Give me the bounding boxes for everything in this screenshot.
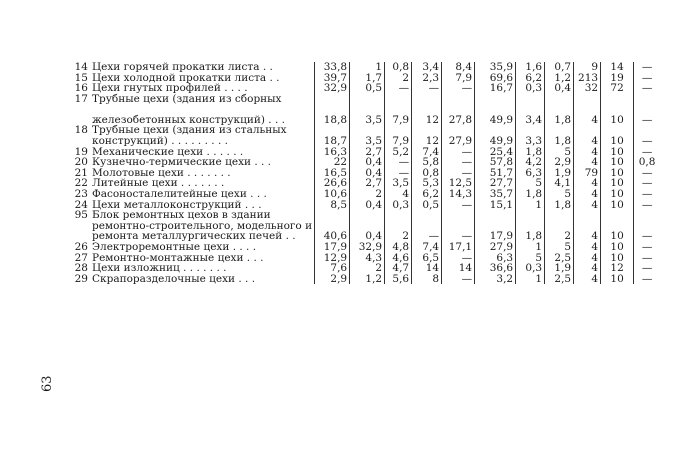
value-cell: 18,7	[315, 136, 350, 147]
shop-name: Цехи горячей прокатки листа . .	[90, 62, 315, 73]
value-cell: —	[385, 157, 412, 168]
value-cell: 1,8	[516, 231, 545, 242]
table-row	[62, 242, 660, 253]
value-cell: 5	[545, 242, 574, 253]
shop-name: ремонтно-строительного, модельного и	[90, 221, 315, 232]
value-cell: 0,3	[385, 200, 412, 211]
value-cell: 2	[545, 231, 574, 242]
value-cell: 4	[574, 136, 601, 147]
value-cell: —	[641, 113, 653, 126]
value-cell: 10	[601, 104, 634, 125]
value-cell: 10	[601, 200, 634, 211]
value-cell: 27,9	[475, 242, 516, 253]
row-number: 16	[74, 82, 88, 95]
value-cell: 17,9	[315, 242, 350, 253]
row-number: 95	[74, 209, 88, 222]
row-number: 14	[74, 61, 88, 73]
value-cell: 4	[574, 231, 601, 242]
value-cell	[516, 210, 545, 221]
value-cell: 16,7	[475, 83, 516, 94]
row-number	[62, 104, 90, 125]
value-cell: 7,9	[442, 73, 475, 84]
value-cell	[385, 210, 412, 221]
shop-name: Цехи металлоконструкций . . .	[90, 200, 315, 211]
value-cell: —	[641, 262, 653, 275]
table-row	[62, 136, 660, 147]
value-cell: —	[442, 274, 475, 285]
value-cell: 0,8	[638, 156, 656, 169]
value-cell	[475, 94, 516, 105]
value-cell: 25,4	[475, 147, 516, 158]
value-cell	[442, 210, 475, 221]
row-number: 24	[74, 198, 88, 211]
shop-name: ремонта металлургических печей . .	[90, 231, 315, 242]
value-cell: 2,5	[545, 253, 574, 264]
value-cell: 15,1	[475, 200, 516, 211]
value-cell: 4,2	[516, 157, 545, 168]
page-number: 63	[40, 375, 55, 392]
value-cell: 5,8	[412, 157, 442, 168]
row-number: 29	[74, 272, 88, 285]
value-cell: 36,6	[475, 263, 516, 274]
value-cell: 8,5	[315, 200, 350, 211]
value-cell: 3,4	[412, 62, 442, 73]
row-number: 28	[74, 262, 88, 275]
value-cell: 2,7	[350, 147, 385, 158]
value-cell: 51,7	[475, 168, 516, 179]
value-cell: 17,9	[475, 231, 516, 242]
value-cell: 9	[574, 62, 601, 73]
row-number: 19	[74, 145, 88, 158]
value-cell: 17,1	[442, 242, 475, 253]
shop-name: Молотовые цехи . . . . . . .	[90, 168, 315, 179]
value-cell: 3,3	[516, 136, 545, 147]
value-cell: 0,3	[516, 263, 545, 274]
shop-name: Фасоносталелитейные цехи . . .	[90, 189, 315, 200]
value-cell: 6,2	[412, 189, 442, 200]
value-cell: 0,8	[412, 168, 442, 179]
row-number: 17	[74, 92, 88, 105]
value-cell: 1,8	[516, 147, 545, 158]
value-cell: 10	[601, 242, 634, 253]
value-cell: —	[641, 61, 653, 73]
value-cell: 4	[574, 253, 601, 264]
value-cell: 14	[442, 263, 475, 274]
value-cell: —	[442, 200, 475, 211]
value-cell: 7,9	[385, 136, 412, 147]
shop-name: железобетонных конструкций) . . .	[90, 104, 315, 125]
value-cell: 32,9	[350, 242, 385, 253]
value-cell: 12	[412, 136, 442, 147]
value-cell: 0,4	[350, 231, 385, 242]
value-cell: 1,2	[545, 73, 574, 84]
value-cell: 0,5	[350, 83, 385, 94]
value-cell: 0,3	[516, 83, 545, 94]
value-cell: —	[641, 251, 653, 264]
value-cell: 35,9	[475, 62, 516, 73]
value-cell: 14	[601, 62, 634, 73]
value-cell: 2,3	[412, 73, 442, 84]
value-cell: 1	[516, 274, 545, 285]
value-cell: 2	[350, 189, 385, 200]
value-cell: 7,9	[385, 104, 412, 125]
value-cell: 22	[315, 157, 350, 168]
value-cell: 6,2	[516, 73, 545, 84]
value-cell: 10	[601, 136, 634, 147]
value-cell: —	[442, 231, 475, 242]
value-cell: —	[641, 187, 653, 200]
value-cell: 0,4	[350, 200, 385, 211]
value-cell: 5,3	[412, 178, 442, 189]
value-cell: 16,3	[315, 147, 350, 158]
value-cell: —	[641, 166, 653, 179]
value-cell: 4	[385, 189, 412, 200]
value-cell	[442, 94, 475, 105]
value-cell: 0,5	[412, 200, 442, 211]
value-cell: 35,7	[475, 189, 516, 200]
table-row	[62, 189, 660, 200]
value-cell: 3,4	[516, 104, 545, 125]
value-cell	[350, 210, 385, 221]
value-cell: 1,9	[545, 263, 574, 274]
value-cell: 2,5	[545, 274, 574, 285]
value-cell: 2	[350, 263, 385, 274]
shop-name: Механические цехи . . . . . .	[90, 147, 315, 158]
value-cell: 14,3	[442, 189, 475, 200]
value-cell	[634, 210, 661, 221]
value-cell: 3,2	[475, 274, 516, 285]
value-cell: 72	[601, 83, 634, 94]
value-cell: 10	[601, 168, 634, 179]
shop-name: конструкций) . . . . . . . . .	[90, 136, 315, 147]
data-table	[62, 62, 660, 284]
value-cell: —	[442, 147, 475, 158]
value-cell: 4,6	[385, 253, 412, 264]
row-number: 18	[74, 124, 88, 137]
value-cell: 2,7	[350, 178, 385, 189]
value-cell: —	[641, 71, 653, 84]
value-cell: 1	[350, 62, 385, 73]
value-cell: 7,4	[412, 147, 442, 158]
value-cell: —	[641, 145, 653, 158]
value-cell: 10	[601, 147, 634, 158]
value-cell: 4,8	[385, 242, 412, 253]
value-cell: 27,9	[442, 136, 475, 147]
value-cell: 33,8	[315, 62, 350, 73]
value-cell: 12,5	[442, 178, 475, 189]
value-cell: 40,6	[315, 231, 350, 242]
table-row	[62, 62, 660, 73]
table-row	[62, 104, 660, 125]
value-cell: 1,8	[545, 136, 574, 147]
value-cell: —	[641, 134, 653, 147]
value-cell: 4	[574, 263, 601, 274]
shop-name: Электроремонтные цехи . . . .	[90, 242, 315, 253]
value-cell: 10	[601, 189, 634, 200]
value-cell: —	[641, 272, 653, 285]
shop-name: Литейные цехи . . . . . . .	[90, 178, 315, 189]
value-cell	[574, 94, 601, 105]
value-cell: 6,3	[475, 253, 516, 264]
value-cell: 2	[385, 231, 412, 242]
row-number: 27	[74, 251, 88, 264]
value-cell: 1,8	[545, 200, 574, 211]
value-cell: 0,4	[545, 83, 574, 94]
value-cell: 1,8	[516, 189, 545, 200]
value-cell: —	[641, 240, 653, 253]
value-cell: 16,5	[315, 168, 350, 179]
value-cell: 49,9	[475, 136, 516, 147]
value-cell	[545, 94, 574, 105]
value-cell: 0,4	[350, 157, 385, 168]
value-cell	[516, 94, 545, 105]
value-cell	[315, 210, 350, 221]
value-cell: —	[412, 231, 442, 242]
value-cell	[315, 94, 350, 105]
value-cell: 19	[601, 73, 634, 84]
value-cell: 7,6	[315, 263, 350, 274]
shop-name: Трубные цехи (здания из сборных	[90, 94, 315, 105]
value-cell: 0,7	[545, 62, 574, 73]
value-cell	[601, 210, 634, 221]
value-cell: 2	[385, 73, 412, 84]
value-cell: 6,3	[516, 168, 545, 179]
value-cell: 32,9	[315, 83, 350, 94]
value-cell	[385, 94, 412, 105]
value-cell: 57,8	[475, 157, 516, 168]
value-cell: —	[641, 198, 653, 211]
value-cell: 213	[574, 73, 601, 84]
value-cell	[574, 210, 601, 221]
value-cell: 10	[601, 178, 634, 189]
value-cell: 5	[516, 178, 545, 189]
value-cell: 5	[545, 189, 574, 200]
value-cell: 4	[574, 242, 601, 253]
value-cell: 2,9	[315, 274, 350, 285]
value-cell: 12	[412, 104, 442, 125]
value-cell: 4,7	[385, 263, 412, 274]
value-cell: 26,6	[315, 178, 350, 189]
row-number: 21	[74, 166, 88, 179]
value-cell: 4	[574, 178, 601, 189]
value-cell: 8	[412, 274, 442, 285]
shop-name: Ремонтно-монтажные цехи . . .	[90, 253, 315, 264]
value-cell: 5	[545, 147, 574, 158]
value-cell: 10	[601, 157, 634, 168]
value-cell	[412, 94, 442, 105]
value-cell: 1,8	[545, 104, 574, 125]
value-cell: 10,6	[315, 189, 350, 200]
value-cell: 18,8	[315, 104, 350, 125]
value-cell: 12	[601, 263, 634, 274]
value-cell: 27,7	[475, 178, 516, 189]
value-cell	[634, 94, 661, 105]
value-cell: —	[641, 230, 653, 243]
table-row	[62, 94, 660, 105]
value-cell: 4,1	[545, 178, 574, 189]
value-cell: 4	[574, 189, 601, 200]
row-number	[62, 136, 90, 147]
row-number: 20	[74, 156, 88, 169]
value-cell: 4	[574, 274, 601, 285]
shop-name: Скрапоразделочные цехи . . .	[90, 274, 315, 285]
value-cell: 4,3	[350, 253, 385, 264]
value-cell: 2,9	[545, 157, 574, 168]
value-cell: 79	[574, 168, 601, 179]
row-number: 26	[74, 240, 88, 253]
shop-name: Кузнечно-термические цехи . . .	[90, 157, 315, 168]
value-cell	[475, 210, 516, 221]
value-cell: 3,5	[350, 104, 385, 125]
value-cell: 10	[601, 253, 634, 264]
value-cell: 0,4	[350, 168, 385, 179]
value-cell: 5,2	[385, 147, 412, 158]
value-cell: 27,8	[442, 104, 475, 125]
value-cell: 1,6	[516, 62, 545, 73]
value-cell: 7,4	[412, 242, 442, 253]
value-cell: 10	[601, 231, 634, 242]
shop-name: Цехи гнутых профилей . . . .	[90, 83, 315, 94]
value-cell: —	[412, 83, 442, 94]
table-row	[62, 274, 660, 285]
value-cell: 0,8	[385, 62, 412, 73]
value-cell: —	[442, 83, 475, 94]
value-cell: 49,9	[475, 104, 516, 125]
row-number: 22	[74, 177, 88, 190]
row-number: 15	[74, 71, 88, 84]
value-cell	[350, 94, 385, 105]
value-cell: 1,9	[545, 168, 574, 179]
value-cell: 1	[516, 200, 545, 211]
value-cell: 4	[574, 200, 601, 211]
value-cell: 39,7	[315, 73, 350, 84]
value-cell	[412, 210, 442, 221]
value-cell: 1,2	[350, 274, 385, 285]
value-cell: —	[442, 253, 475, 264]
value-cell: —	[442, 168, 475, 179]
value-cell	[601, 94, 634, 105]
value-cell: —	[442, 157, 475, 168]
value-cell: 69,6	[475, 73, 516, 84]
value-cell: 8,4	[442, 62, 475, 73]
shop-name: Трубные цехи (здания из стальных	[90, 125, 315, 136]
value-cell: 12,9	[315, 253, 350, 264]
value-cell: 4	[574, 147, 601, 158]
row-number	[62, 221, 90, 232]
row-number: 23	[74, 187, 88, 200]
value-cell: —	[641, 82, 653, 95]
value-cell	[545, 210, 574, 221]
value-cell: 4	[574, 104, 601, 125]
value-cell: 4	[574, 157, 601, 168]
value-cell: —	[641, 177, 653, 190]
value-cell: 6,5	[412, 253, 442, 264]
value-cell: —	[385, 168, 412, 179]
value-cell: 1	[516, 242, 545, 253]
value-cell: 1,7	[350, 73, 385, 84]
shop-name: Цехи холодной прокатки листа . .	[90, 73, 315, 84]
value-cell: 5,6	[385, 274, 412, 285]
value-cell: 5	[516, 253, 545, 264]
value-cell: 3,5	[385, 178, 412, 189]
value-cell: 14	[412, 263, 442, 274]
shop-name: Цехи изложниц . . . . . . .	[90, 263, 315, 274]
shop-name: Блок ремонтных цехов в здании	[90, 210, 315, 221]
table-body	[62, 62, 660, 284]
value-cell: 32	[574, 83, 601, 94]
value-cell: —	[385, 83, 412, 94]
value-cell: 3,5	[350, 136, 385, 147]
value-cell: 10	[601, 274, 634, 285]
